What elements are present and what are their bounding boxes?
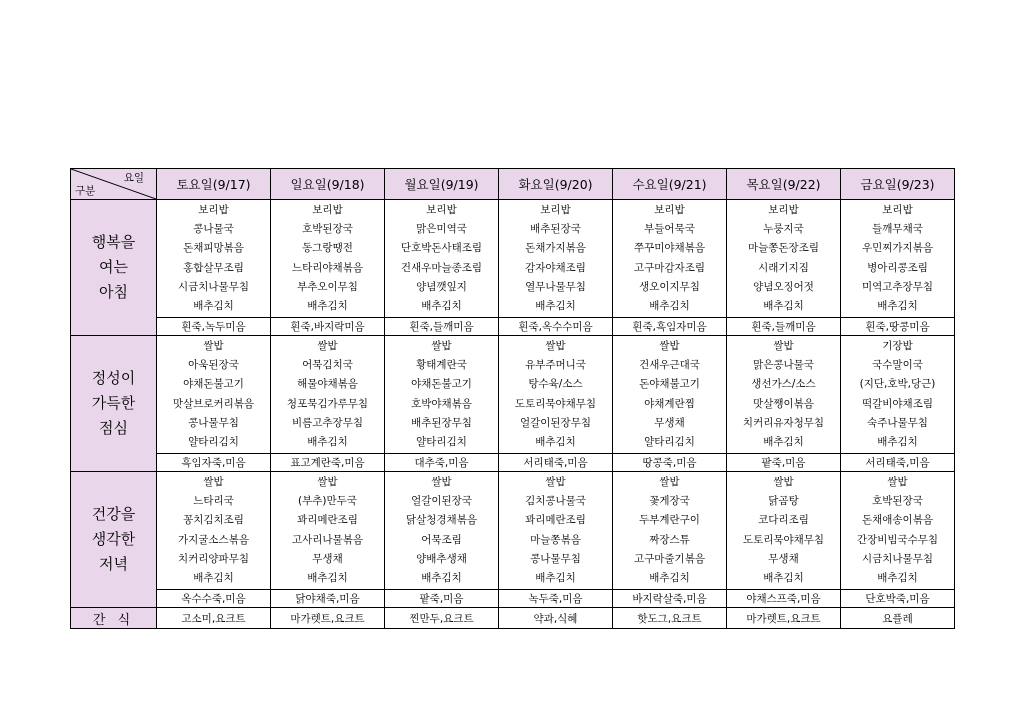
menu-item: 우민찌가지볶음 <box>861 242 933 255</box>
menu-item: (부추)만두국 <box>298 495 357 508</box>
menu-item: 호박된장국 <box>302 223 353 236</box>
snack-cell: 핫도그,요크트 <box>613 608 727 629</box>
menu-item: 배추김치 <box>535 299 576 312</box>
menu-item: 시금치나물무침 <box>177 280 249 293</box>
menu-item: 무생채 <box>654 416 685 429</box>
menu-item: 탕수육/소스 <box>528 378 583 391</box>
menu-item: 청포묵김가루무침 <box>286 397 369 410</box>
menu-item: 양배추생채 <box>416 552 467 565</box>
menu-item: 쌀밥 <box>545 339 566 352</box>
menu-item: 야채계란찜 <box>644 397 695 410</box>
porridge-cell: 표고계란죽,미음 <box>271 454 385 472</box>
menu-item: 배추김치 <box>307 571 348 584</box>
meal-label-line: 행복을 <box>91 233 136 251</box>
breakfast-row <box>71 200 955 318</box>
porridge-cell: 땅콩죽,미음 <box>613 454 727 472</box>
porridge-cell: 흰죽,녹두미음 <box>157 318 271 336</box>
menu-item: 생선가스/소스 <box>751 378 816 391</box>
menu-item: 얄타리김치 <box>644 435 695 448</box>
weekly-menu-table <box>70 168 955 629</box>
menu-item: 단호박돈사태조림 <box>400 242 483 255</box>
snack-row <box>71 608 955 629</box>
menu-item: 건새우근대국 <box>639 359 700 372</box>
menu-cell <box>499 336 613 454</box>
menu-item: 보리밥 <box>312 203 343 216</box>
menu-item: 호박된장국 <box>872 495 923 508</box>
menu-item: 도토리묵야채무침 <box>514 397 597 410</box>
menu-item: 쌀밥 <box>773 339 794 352</box>
day-header: 목요일(9/22) <box>727 169 841 200</box>
menu-item: 무생채 <box>768 552 799 565</box>
menu-item: 배추김치 <box>421 571 462 584</box>
menu-item: 코다리조림 <box>758 514 809 527</box>
porridge-cell: 단호박죽,미음 <box>841 590 955 608</box>
menu-item: 무생채 <box>312 552 343 565</box>
menu-item: 호박야채볶음 <box>411 397 472 410</box>
menu-item: 가지굴소스볶음 <box>177 533 249 546</box>
meal-label-line: 생각한 <box>91 530 136 548</box>
menu-item: 꽃게장국 <box>649 495 690 508</box>
menu-item: 꽁치김치조림 <box>183 514 244 527</box>
corner-category-label: 구분 <box>75 185 96 197</box>
menu-item: 생오이지무침 <box>639 280 700 293</box>
menu-item: 간장비빔국수무침 <box>856 533 939 546</box>
menu-item: (지단,호박,당근) <box>859 378 936 391</box>
menu-item: 돈채애송이볶음 <box>861 514 933 527</box>
menu-item: 숙주나물무침 <box>867 416 928 429</box>
dinner-label <box>71 472 157 608</box>
menu-item: 들깨무채국 <box>872 223 923 236</box>
porridge-cell: 흰죽,바지락미음 <box>271 318 385 336</box>
porridge-cell: 흰죽,옥수수미음 <box>499 318 613 336</box>
menu-item: 맑은콩나물국 <box>753 359 814 372</box>
menu-item: 부추오이무침 <box>297 280 358 293</box>
porridge-cell: 팥죽,미음 <box>727 454 841 472</box>
menu-item: 돈채가지볶음 <box>525 242 586 255</box>
menu-item: 어묵김치국 <box>302 359 353 372</box>
snack-cell: 마가렛트,요크트 <box>727 608 841 629</box>
snack-cell: 찐만두,요크트 <box>385 608 499 629</box>
menu-item: 동그랑땡전 <box>302 242 353 255</box>
day-header: 월요일(9/19) <box>385 169 499 200</box>
menu-item: 야채돈불고기 <box>411 378 472 391</box>
menu-cell <box>385 200 499 318</box>
menu-item: 비름고추장무침 <box>291 416 363 429</box>
lunch-porridge-row <box>71 454 955 472</box>
menu-item: 김치콩나물국 <box>525 495 586 508</box>
porridge-cell: 흰죽,들깨미음 <box>385 318 499 336</box>
menu-cell <box>613 336 727 454</box>
menu-cell <box>157 336 271 454</box>
menu-item: 마늘쫑볶음 <box>530 533 581 546</box>
menu-item: 고사리나물볶음 <box>291 533 363 546</box>
menu-item: 맑은미역국 <box>416 223 467 236</box>
menu-cell <box>613 472 727 590</box>
menu-item: 어묵조림 <box>421 533 462 546</box>
dinner-row <box>71 472 955 590</box>
menu-item: 닭살청경채볶음 <box>405 514 477 527</box>
menu-cell <box>841 200 955 318</box>
menu-item: 배추김치 <box>193 299 234 312</box>
breakfast-porridge-row <box>71 318 955 336</box>
porridge-cell: 옥수수죽,미음 <box>157 590 271 608</box>
menu-cell <box>727 336 841 454</box>
menu-cell <box>271 472 385 590</box>
porridge-cell: 서리태죽,미음 <box>841 454 955 472</box>
snack-cell: 약과,식혜 <box>499 608 613 629</box>
menu-item: 쌀밥 <box>203 339 224 352</box>
menu-item: 배추김치 <box>763 299 804 312</box>
meal-label-line: 저녁 <box>99 555 128 573</box>
menu-item: 쌀밥 <box>203 475 224 488</box>
menu-item: 맛살쨍이볶음 <box>753 397 814 410</box>
menu-item: 닭곰탕 <box>768 495 799 508</box>
snack-cell: 마가렛트,요크트 <box>271 608 385 629</box>
menu-item: 쌀밥 <box>317 339 338 352</box>
lunch-label <box>71 336 157 472</box>
dinner-porridge-row <box>71 590 955 608</box>
snack-cell: 요플레 <box>841 608 955 629</box>
menu-item: 쌀밥 <box>659 339 680 352</box>
menu-item: 배추김치 <box>649 299 690 312</box>
porridge-cell: 흰죽,들깨미음 <box>727 318 841 336</box>
menu-cell <box>727 472 841 590</box>
menu-cell <box>613 200 727 318</box>
day-header: 수요일(9/21) <box>613 169 727 200</box>
menu-item: 건새우마늘종조림 <box>400 261 483 274</box>
corner-cell <box>71 169 157 200</box>
breakfast-label <box>71 200 157 336</box>
menu-item: 보리밥 <box>768 203 799 216</box>
lunch-row <box>71 336 955 454</box>
meal-label-line: 정성이 <box>91 369 136 387</box>
menu-item: 느타리야채볶음 <box>291 261 363 274</box>
menu-item: 짜장스튜 <box>649 533 690 546</box>
porridge-cell: 바지락살죽,미음 <box>613 590 727 608</box>
menu-item: 고구마감자조림 <box>633 261 705 274</box>
menu-cell <box>499 200 613 318</box>
menu-item: 배추김치 <box>307 435 348 448</box>
menu-cell <box>157 472 271 590</box>
porridge-cell: 닭야채죽,미음 <box>271 590 385 608</box>
day-header: 금요일(9/23) <box>841 169 955 200</box>
menu-item: 배추된장무침 <box>411 416 472 429</box>
corner-day-label: 요일 <box>123 172 144 184</box>
meal-label-line: 가득한 <box>91 394 136 412</box>
menu-item: 마늘쫑돈장조림 <box>747 242 819 255</box>
day-header: 토요일(9/17) <box>157 169 271 200</box>
menu-cell <box>271 336 385 454</box>
menu-item: 양념깻잎지 <box>416 280 467 293</box>
menu-item: 양념오징어젓 <box>753 280 814 293</box>
menu-item: 맛살브로커리볶음 <box>172 397 255 410</box>
menu-item: 시금치나물무침 <box>861 552 933 565</box>
menu-cell <box>727 200 841 318</box>
menu-cell <box>385 472 499 590</box>
porridge-cell: 서리태죽,미음 <box>499 454 613 472</box>
porridge-cell: 흑임자죽,미음 <box>157 454 271 472</box>
menu-item: 보리밥 <box>426 203 457 216</box>
menu-item: 배추김치 <box>649 571 690 584</box>
menu-item: 시래기지짐 <box>758 261 809 274</box>
menu-item: 콩나물무침 <box>188 416 239 429</box>
menu-item: 돈야채불고기 <box>639 378 700 391</box>
menu-item: 해물야채볶음 <box>297 378 358 391</box>
menu-item: 쌀밥 <box>659 475 680 488</box>
menu-item: 도토리묵야채무침 <box>742 533 825 546</box>
menu-item: 얄타리김치 <box>416 435 467 448</box>
porridge-cell: 야채스프죽,미음 <box>727 590 841 608</box>
menu-item: 열무나물무침 <box>525 280 586 293</box>
menu-item: 미역고추장무침 <box>861 280 933 293</box>
menu-item: 감자야채조림 <box>525 261 586 274</box>
menu-cell <box>385 336 499 454</box>
porridge-cell: 대추죽,미음 <box>385 454 499 472</box>
meal-label-line: 점심 <box>99 419 128 437</box>
menu-item: 콩나물무침 <box>530 552 581 565</box>
menu-item: 꽈리메란조림 <box>297 514 358 527</box>
menu-item: 아욱된장국 <box>188 359 239 372</box>
menu-item: 배추김치 <box>877 571 918 584</box>
day-header: 화요일(9/20) <box>499 169 613 200</box>
menu-item: 느타리국 <box>193 495 234 508</box>
menu-item: 배추김치 <box>877 299 918 312</box>
menu-item: 배추김치 <box>421 299 462 312</box>
menu-item: 배추김치 <box>877 435 918 448</box>
porridge-cell: 흰죽,땅콩미음 <box>841 318 955 336</box>
menu-item: 두부계란구이 <box>639 514 700 527</box>
menu-item: 쌀밥 <box>887 475 908 488</box>
menu-item: 돈채피망볶음 <box>183 242 244 255</box>
menu-cell <box>841 336 955 454</box>
menu-cell <box>841 472 955 590</box>
menu-item: 배추김치 <box>307 299 348 312</box>
snack-label: 간 식 <box>71 608 157 629</box>
menu-item: 쌀밥 <box>431 475 452 488</box>
menu-item: 쌀밥 <box>317 475 338 488</box>
snack-cell: 고소미,요크트 <box>157 608 271 629</box>
menu-item: 보리밥 <box>540 203 571 216</box>
menu-item: 배추김치 <box>535 571 576 584</box>
menu-item: 야채돈불고기 <box>183 378 244 391</box>
menu-item: 쌀밥 <box>431 339 452 352</box>
meal-label-line: 아침 <box>99 283 128 301</box>
menu-item: 병아리콩조림 <box>867 261 928 274</box>
menu-item: 기장밥 <box>882 339 913 352</box>
menu-item: 치커리유자청무침 <box>742 416 825 429</box>
menu-item: 얄타리김치 <box>188 435 239 448</box>
porridge-cell: 팥죽,미음 <box>385 590 499 608</box>
meal-label-line: 건강을 <box>91 505 136 523</box>
menu-item: 쭈꾸미야채볶음 <box>633 242 705 255</box>
day-header: 일요일(9/18) <box>271 169 385 200</box>
menu-item: 쌀밥 <box>545 475 566 488</box>
header-row <box>71 169 955 200</box>
menu-item: 보리밥 <box>654 203 685 216</box>
porridge-cell: 흰죽,흑임자미음 <box>613 318 727 336</box>
menu-item: 얼갈이된장무침 <box>519 416 591 429</box>
menu-cell <box>499 472 613 590</box>
menu-item: 보리밥 <box>882 203 913 216</box>
menu-item: 쌀밥 <box>773 475 794 488</box>
menu-item: 치커리양파무침 <box>177 552 249 565</box>
menu-item: 콩나물국 <box>193 223 234 236</box>
menu-cell <box>271 200 385 318</box>
menu-item: 꽈리메란조림 <box>525 514 586 527</box>
menu-item: 얼갈이된장국 <box>411 495 472 508</box>
menu-item: 배추김치 <box>193 571 234 584</box>
meal-label-line: 여는 <box>99 258 128 276</box>
menu-item: 유부주머니국 <box>525 359 586 372</box>
menu-item: 누룽지국 <box>763 223 804 236</box>
menu-item: 고구마줄기볶음 <box>633 552 705 565</box>
menu-item: 황태계란국 <box>416 359 467 372</box>
menu-item: 배추김치 <box>535 435 576 448</box>
menu-item: 배추김치 <box>763 435 804 448</box>
porridge-cell: 녹두죽,미음 <box>499 590 613 608</box>
menu-item: 부들어묵국 <box>644 223 695 236</box>
menu-item: 보리밥 <box>198 203 229 216</box>
menu-item: 홍합살무조림 <box>183 261 244 274</box>
menu-item: 국수말이국 <box>872 359 923 372</box>
menu-item: 배추김치 <box>763 571 804 584</box>
menu-item: 배추된장국 <box>530 223 581 236</box>
menu-item: 떡갈비야채조림 <box>861 397 933 410</box>
menu-cell <box>157 200 271 318</box>
